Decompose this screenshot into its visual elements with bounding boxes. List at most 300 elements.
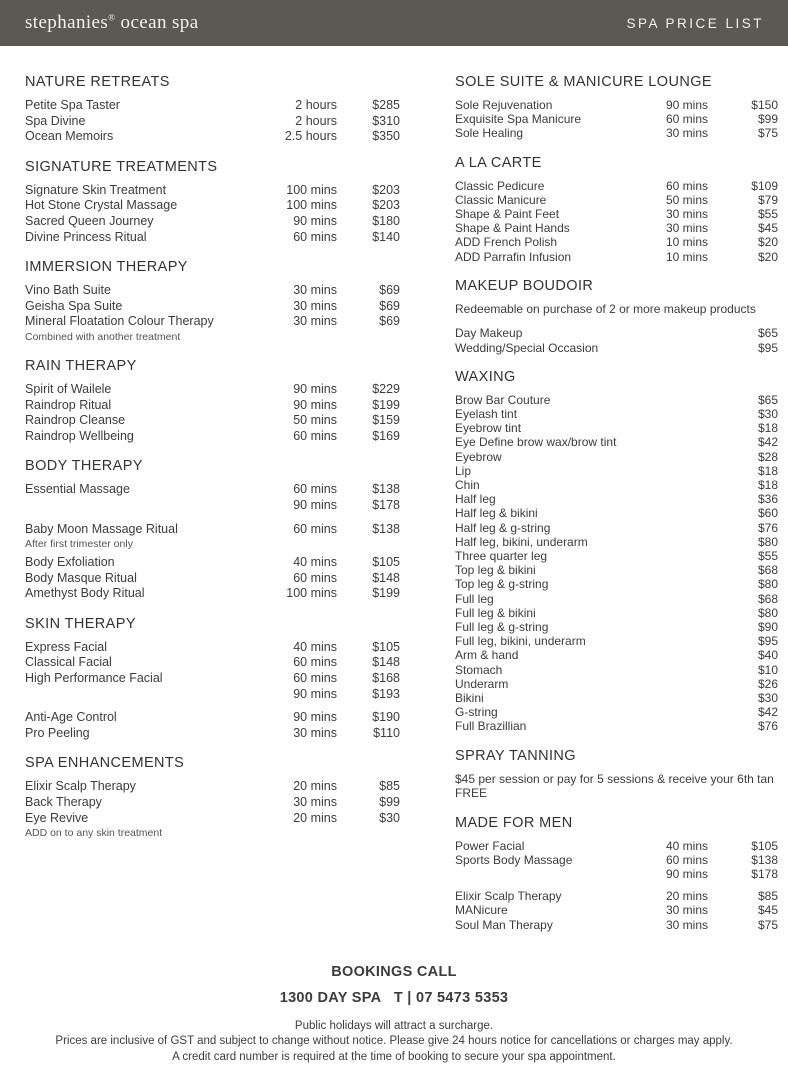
item-duration: 50 mins (665, 192, 708, 207)
item-name: Signature Skin Treatment (25, 182, 167, 197)
section-a-la-carte (455, 155, 778, 264)
price-row (455, 592, 778, 606)
price-row (455, 112, 778, 126)
item-price: $75 (757, 126, 778, 141)
item-duration (646, 421, 708, 435)
price-row (25, 398, 400, 414)
registered-trademark-icon: ® (108, 12, 116, 23)
item-price: $148 (372, 655, 400, 670)
item-duration: 30 mins (293, 283, 337, 298)
item-duration: 90 mins (293, 686, 337, 701)
item-price: $65 (757, 326, 778, 341)
item-duration (646, 634, 708, 648)
item-duration: 60 mins (293, 570, 337, 585)
item-price: $105 (751, 838, 778, 853)
item-name (455, 867, 646, 881)
section-note: $45 per session or pay for 5 sessions & receive your 6th tan FREE (455, 771, 774, 801)
price-row (455, 126, 778, 140)
price-row (455, 577, 778, 591)
item-duration: 60 mins (293, 655, 337, 670)
item-duration: 90 mins (293, 213, 337, 228)
item-name: Top leg & g-string (455, 577, 549, 592)
item-name: Spa Divine (25, 113, 86, 128)
item-price: $350 (372, 129, 400, 144)
item-price: $203 (372, 182, 400, 197)
item-price: $20 (757, 249, 778, 264)
page-title: SPA PRICE LIST (626, 15, 764, 31)
item-duration (646, 592, 708, 606)
item-price: $99 (379, 795, 400, 810)
item-name: Half leg & bikini (455, 506, 538, 521)
price-row (455, 506, 778, 520)
price-row (25, 429, 400, 445)
footer-note-gst: Prices are inclusive of GST and subject to change without notice. Please give 24 hours notice for cancellations or charges may apply. (55, 1035, 733, 1048)
item-price: $65 (757, 392, 778, 407)
item-name: ADD Parrafin Infusion (455, 249, 572, 264)
item-price: $169 (372, 428, 400, 443)
item-price: $42 (757, 435, 778, 450)
price-row (455, 393, 778, 407)
brand-suffix: ocean spa (115, 12, 199, 33)
price-row (25, 198, 400, 214)
item-duration: 90 mins (293, 397, 337, 412)
item-note: Combined with another treatment (25, 330, 181, 343)
item-duration (646, 478, 708, 492)
item-price: $193 (372, 686, 400, 701)
item-name: Vino Bath Suite (25, 283, 111, 298)
price-row (455, 719, 778, 733)
price-row (455, 435, 778, 449)
item-name: Raindrop Wellbeing (25, 428, 134, 443)
item-duration: 100 mins (286, 198, 337, 213)
item-duration: 60 mins (293, 671, 337, 686)
item-name: ADD French Polish (455, 235, 558, 250)
item-price: $42 (757, 705, 778, 720)
price-row (455, 250, 778, 264)
footer-note-surcharge: Public holidays will attract a surcharge. (294, 1019, 494, 1032)
item-price: $199 (372, 586, 400, 601)
item-name: Classic Manicure (455, 192, 547, 207)
item-name: Half leg, bikini, underarm (455, 534, 588, 549)
item-name: Essential Massage (25, 482, 130, 497)
item-duration (646, 341, 708, 355)
price-row (455, 705, 778, 719)
item-name: Brow Bar Couture (455, 392, 551, 407)
brand-logo (25, 12, 199, 34)
item-price: $80 (757, 577, 778, 592)
price-row (455, 648, 778, 662)
item-duration: 90 mins (293, 710, 337, 725)
item-price: $85 (757, 889, 778, 904)
item-price: $85 (379, 779, 400, 794)
item-price: $55 (757, 548, 778, 563)
price-row (455, 677, 778, 691)
price-row (25, 671, 400, 687)
item-duration: 90 mins (665, 98, 708, 112)
price-row (25, 710, 400, 726)
price-row (455, 620, 778, 634)
item-price: $150 (751, 98, 778, 112)
item-duration: 30 mins (665, 903, 708, 918)
item-name: Wedding/Special Occasion (455, 340, 599, 355)
item-duration: 60 mins (293, 482, 337, 497)
price-row (25, 382, 400, 398)
left-column (25, 60, 400, 932)
item-name: Eyebrow (455, 449, 502, 464)
item-name: Full leg & g-string (455, 619, 549, 634)
price-row (25, 555, 400, 571)
item-price: $203 (372, 198, 400, 213)
price-row (25, 413, 400, 429)
item-duration: 90 mins (293, 497, 337, 512)
price-row (455, 326, 778, 340)
section-title: IMMERSION THERAPY (25, 259, 188, 276)
item-name: Ocean Memoirs (25, 129, 114, 144)
price-row (455, 421, 778, 435)
section-skin-therapy (25, 616, 400, 742)
item-duration: 50 mins (293, 413, 337, 428)
price-row (25, 726, 400, 742)
item-price: $45 (757, 221, 778, 236)
price-row (455, 98, 778, 112)
price-row (25, 299, 400, 315)
item-name: Exquisite Spa Manicure (455, 112, 582, 127)
item-duration: 30 mins (665, 917, 708, 932)
item-price: $148 (372, 570, 400, 585)
item-name: Geisha Spa Suite (25, 298, 123, 313)
section-body-therapy (25, 458, 400, 602)
price-row (455, 606, 778, 620)
price-row (25, 795, 400, 811)
item-price: $18 (757, 463, 778, 478)
price-row (25, 98, 400, 114)
item-name: Top leg & bikini (455, 563, 536, 578)
price-list (0, 46, 788, 932)
item-price: $30 (379, 810, 400, 825)
price-row (455, 918, 778, 932)
item-name: Eye Define brow wax/brow tint (455, 435, 617, 450)
item-name: Sacred Queen Journey (25, 213, 154, 228)
item-name: Hot Stone Crystal Massage (25, 198, 178, 213)
item-name: Body Exfoliation (25, 555, 115, 570)
item-price: $55 (757, 207, 778, 222)
item-price: $26 (757, 676, 778, 691)
item-price: $138 (372, 521, 400, 536)
item-price: $80 (757, 605, 778, 620)
price-row (455, 221, 778, 235)
section-signature-treatments (25, 159, 400, 245)
item-name: Classical Facial (25, 655, 112, 670)
item-duration (646, 506, 708, 520)
item-price: $30 (757, 691, 778, 705)
item-name: Anti-Age Control (25, 710, 117, 725)
item-duration: 10 mins (665, 235, 708, 250)
section-made-for-men (455, 815, 778, 932)
price-row (25, 230, 400, 246)
item-price: $40 (757, 648, 778, 663)
section-title: SIGNATURE TREATMENTS (25, 158, 218, 175)
item-duration (646, 577, 708, 591)
section-sole-suite-manicure-lounge (455, 74, 778, 141)
brand-name: stephanies (25, 12, 109, 33)
price-row (25, 314, 400, 330)
price-row (25, 498, 400, 514)
item-duration (646, 535, 708, 549)
price-row (455, 407, 778, 421)
item-name: Classic Pedicure (455, 178, 545, 193)
footer-note-credit-card: A credit card number is required at the time of booking to secure your spa appointment. (172, 1050, 616, 1063)
item-name: Power Facial (455, 838, 525, 853)
item-name: Three quarter leg (455, 548, 548, 563)
section-spa-enhancements (25, 755, 400, 840)
item-duration: 30 mins (665, 221, 708, 236)
item-duration: 2 hours (295, 98, 337, 112)
price-row (455, 235, 778, 249)
item-price: $229 (372, 381, 400, 396)
item-name: MANicure (455, 903, 508, 918)
item-name: Half leg & g-string (455, 520, 551, 535)
price-row (25, 522, 400, 538)
price-row (455, 889, 778, 903)
item-name: Eye Revive (25, 810, 89, 825)
item-name: Express Facial (25, 639, 107, 654)
item-name: Elixir Scalp Therapy (25, 779, 136, 794)
item-price: $75 (757, 917, 778, 932)
item-duration: 90 mins (665, 867, 708, 882)
item-price: $20 (757, 235, 778, 250)
item-duration (646, 606, 708, 620)
item-name: Sports Body Massage (455, 852, 573, 867)
item-price: $18 (757, 477, 778, 492)
item-duration: 90 mins (293, 381, 337, 396)
item-duration: 40 mins (293, 639, 337, 654)
price-row (25, 129, 400, 145)
item-name: Baby Moon Massage Ritual (25, 521, 178, 536)
price-row (455, 464, 778, 478)
item-name (25, 687, 265, 703)
header-bar (0, 0, 788, 46)
item-price: $79 (757, 192, 778, 207)
item-duration: 30 mins (293, 795, 337, 810)
item-price: $36 (757, 492, 778, 507)
item-price: $69 (379, 314, 400, 329)
item-duration (646, 719, 708, 733)
item-price: $178 (751, 867, 778, 882)
price-row (25, 811, 400, 827)
price-row (455, 691, 778, 705)
item-duration (646, 393, 708, 407)
price-row (25, 114, 400, 130)
item-price: $90 (757, 619, 778, 634)
price-row (455, 478, 778, 492)
item-duration: 60 mins (293, 521, 337, 536)
item-duration (646, 464, 708, 478)
item-price: $30 (757, 406, 778, 421)
item-price: $140 (372, 229, 400, 244)
fine-print (0, 1019, 788, 1065)
price-row (455, 450, 778, 464)
item-duration (646, 677, 708, 691)
item-duration (646, 663, 708, 677)
item-price: $285 (372, 98, 400, 112)
item-name: Lip (455, 463, 472, 478)
item-price: $190 (372, 710, 400, 725)
section-spray-tanning (455, 748, 778, 801)
item-duration: 30 mins (293, 314, 337, 329)
item-price: $105 (372, 639, 400, 654)
item-duration: 30 mins (665, 126, 708, 141)
price-row (455, 663, 778, 677)
section-title: MAKEUP BOUDOIR (455, 277, 594, 294)
footer (0, 964, 788, 1065)
item-duration (646, 691, 708, 705)
item-price: $168 (372, 671, 400, 686)
item-duration: 60 mins (293, 428, 337, 443)
item-price: $68 (757, 591, 778, 606)
item-duration: 100 mins (286, 182, 337, 197)
item-price: $95 (757, 340, 778, 355)
price-row (455, 207, 778, 221)
item-name: Sole Healing (455, 126, 524, 141)
price-row (455, 563, 778, 577)
item-name: Arm & hand (455, 648, 519, 663)
item-duration: 40 mins (665, 838, 708, 853)
price-row (455, 867, 778, 881)
item-name: Half leg (455, 492, 496, 507)
price-row (455, 535, 778, 549)
section-makeup-boudoir (455, 278, 778, 355)
item-price: $99 (757, 112, 778, 127)
section-title: RAIN THERAPY (25, 357, 137, 374)
item-name: Eyebrow tint (455, 421, 522, 436)
item-price: $138 (751, 852, 778, 867)
phone-line: 1300 DAY SPA T | 07 5473 5353 (279, 989, 509, 1006)
item-duration: 40 mins (293, 555, 337, 570)
item-name: Petite Spa Taster (25, 98, 120, 112)
price-row (25, 183, 400, 199)
item-duration (646, 620, 708, 634)
item-price: $95 (757, 634, 778, 649)
item-name: Full leg & bikini (455, 605, 536, 620)
item-price: $18 (757, 421, 778, 436)
item-duration: 60 mins (665, 852, 708, 867)
section-rain-therapy (25, 358, 400, 444)
item-duration: 60 mins (665, 178, 708, 193)
item-duration: 20 mins (665, 889, 708, 904)
price-row (455, 903, 778, 917)
section-nature-retreats (25, 74, 400, 145)
section-title: A LA CARTE (455, 154, 542, 171)
item-duration: 2.5 hours (284, 129, 337, 144)
item-price: $178 (372, 497, 400, 512)
item-price: $28 (757, 449, 778, 464)
item-duration: 20 mins (293, 810, 337, 825)
bookings-call-label: BOOKINGS CALL (331, 963, 457, 980)
item-price: $138 (372, 482, 400, 497)
price-row (455, 521, 778, 535)
item-name: Pro Peeling (25, 725, 90, 740)
item-name: Elixir Scalp Therapy (455, 889, 562, 904)
section-waxing (455, 369, 778, 734)
item-name: Eyelash tint (455, 406, 518, 421)
price-row (25, 283, 400, 299)
item-price: $310 (372, 113, 400, 128)
item-name: Chin (455, 477, 480, 492)
item-duration (646, 549, 708, 563)
price-row (25, 586, 400, 602)
item-duration (646, 435, 708, 449)
item-price: $76 (757, 520, 778, 535)
item-price: $76 (757, 719, 778, 734)
item-name: Spirit of Wailele (25, 381, 112, 396)
item-duration: 60 mins (293, 229, 337, 244)
item-price: $199 (372, 397, 400, 412)
item-name: Back Therapy (25, 795, 102, 810)
item-duration: 100 mins (286, 586, 337, 601)
item-name: Amethyst Body Ritual (25, 586, 145, 601)
item-note: ADD on to any skin treatment (25, 827, 163, 840)
price-row (25, 214, 400, 230)
item-duration (646, 563, 708, 577)
item-price: $69 (379, 283, 400, 298)
item-name: Soul Man Therapy (455, 917, 553, 932)
section-title: BODY THERAPY (25, 458, 143, 475)
item-name: High Performance Facial (25, 671, 163, 686)
section-title: SKIN THERAPY (25, 615, 136, 632)
item-duration (646, 705, 708, 719)
item-name: G-string (455, 705, 498, 720)
price-row (25, 482, 400, 498)
item-name: Day Makeup (455, 326, 523, 341)
item-note: After first trimester only (25, 538, 133, 551)
price-row (455, 492, 778, 506)
price-row (25, 655, 400, 671)
item-name: Shape & Paint Hands (455, 221, 570, 236)
item-price: $105 (372, 555, 400, 570)
item-price: $45 (757, 903, 778, 918)
item-price: $159 (372, 413, 400, 428)
item-duration: 30 mins (665, 207, 708, 222)
item-name: Full Brazillian (455, 719, 527, 734)
price-row (25, 779, 400, 795)
item-price: $10 (757, 662, 778, 677)
item-name: Underarm (455, 676, 509, 691)
item-duration (646, 450, 708, 464)
item-duration (646, 326, 708, 340)
item-duration: 20 mins (293, 779, 337, 794)
item-price: $69 (379, 298, 400, 313)
item-name: Divine Princess Ritual (25, 229, 147, 244)
item-name (25, 498, 265, 514)
item-duration (646, 407, 708, 421)
item-duration: 60 mins (665, 112, 708, 127)
price-row (455, 341, 778, 355)
section-title: SPA ENHANCEMENTS (25, 755, 185, 772)
item-price: $109 (751, 178, 778, 193)
price-row (25, 571, 400, 587)
section-note: Redeemable on purchase of 2 or more makeup products (455, 301, 756, 316)
item-name: Sole Rejuvenation (455, 98, 553, 112)
item-name: Raindrop Ritual (25, 397, 112, 412)
price-row (455, 549, 778, 563)
price-row (455, 193, 778, 207)
item-duration (646, 648, 708, 662)
item-name: Full leg, bikini, underarm (455, 634, 586, 649)
section-title: WAXING (455, 368, 516, 385)
price-row (455, 839, 778, 853)
price-row (455, 179, 778, 193)
section-immersion-therapy (25, 259, 400, 344)
